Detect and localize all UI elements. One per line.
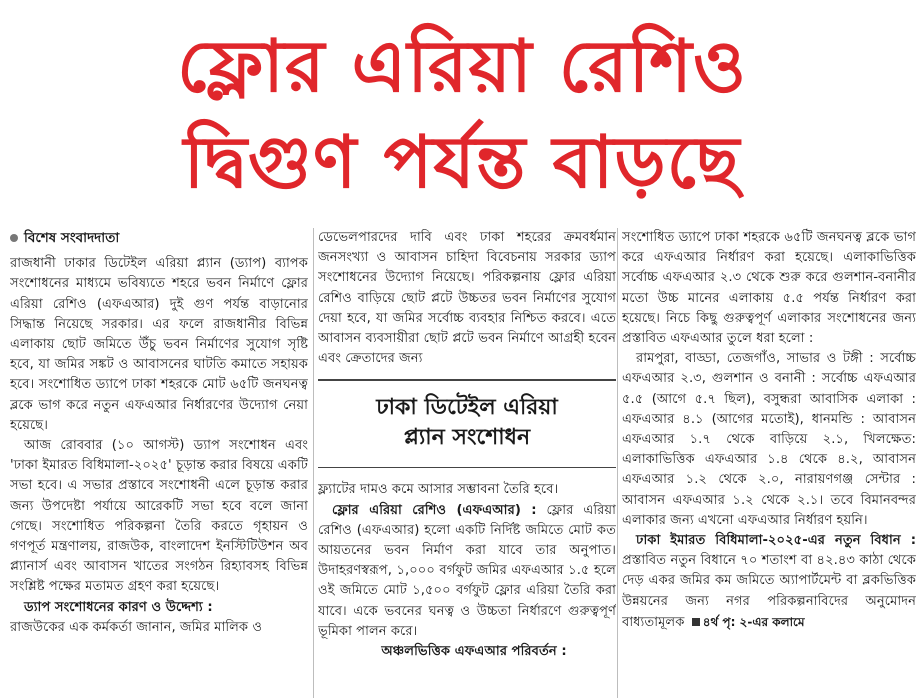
subheading: অঞ্চলভিত্তিক এফএআর পরিবর্তন : xyxy=(381,644,567,660)
paragraph: ডেভেলপারদের দাবি এবং ঢাকা শহরের ক্রমবর্ধমান জনসংখ্যা ও আবাসন চাহিদা বিবেচনায় সরকার ড্যাপ সংশোধনের উদ্যোগ নিয়েছে। পরিকল্পনায় ফ্লোর এরিয়া রেশিও বাড়িয়ে ছোট প্লটে উচ্চতর ভবন নির্মাণের সুযোগ দেয়া হবে, যা জমির সর্বোচ্চ ব্যবহার নিশ্চিত করবে। এতে আবাসন ব্যবসায়ীরা ছোট প্লটে ভবন নির্মাণে আগ্রহী হবেন এবং ক্রেতাদের জন্য xyxy=(318,230,616,367)
paragraph: রাজউকের এক কর্মকর্তা জানান, জমির মালিক ও xyxy=(10,619,263,635)
paragraph xyxy=(318,501,616,642)
box-title-line-1: ঢাকা ডিটেইল এরিয়া xyxy=(376,395,558,421)
continuation-note: ৪র্থ পৃ: ২-এর কলামে xyxy=(689,615,805,629)
inline-subheading: ফ্লোর এরিয়া রেশিও (এফএআর) : xyxy=(332,502,537,518)
paragraph-text: ফ্লোর এরিয়া রেশিও (এফএআর) হলো একটি নির্দিষ্ট জমিতে মোট কত আয়তনের ভবন নির্মাণ করা যাবে তার অনুপাত। উদাহরণস্বরূপ, ১,০০০ বর্গফুট জমির এফএআর ১.৫ হলে ওই জমিতে মোট ১,৫০০ বর্গফুট ফ্লোর এরিয়া তৈরি করা যাবে। একে ভবনের ঘনত্ব ও উচ্চতা নির্ধারণে গুরুত্বপূর্ণ ভূমিকা পালন করে। xyxy=(318,502,616,639)
paragraph: আজ রোববার (১০ আগস্ট) ড্যাপ সংশোধন এবং 'ঢাকা ইমারত বিধিমালা-২০২৫' চূড়ান্ত করার বিষয়ে একটি সভা হবে। এ সভার প্রস্তাবে সংশোধনী এলে চূড়ান্ত করার জন্য উপদেষ্টা পর্যায়ে আরেকটি সভা হবে বলে জানা গেছে। সংশোধিত পরিকল্পনা তৈরি করতে গৃহায়ন ও গণপূর্ত মন্ত্রণালয়, রাজউক, বাংলাদেশ ইনস্টিটিউশন অব প্ল্যানার্স এবং আবাসন খাতের সংগঠন রিহ্যাবসহ বিভিন্ন সংশ্লিষ্ট পক্ষের মতামত গ্রহণ করা হয়েছে। xyxy=(10,438,308,595)
paragraph xyxy=(622,531,916,633)
paragraph: ফ্ল্যাটের দামও কমে আসার সম্ভাবনা তৈরি হবে। xyxy=(318,482,559,498)
column-divider xyxy=(313,228,314,698)
article-column-3 xyxy=(622,228,916,698)
headline-line-2: দ্বিগুণ পর্যন্ত বাড়ছে xyxy=(183,120,741,204)
paragraph: সংশোধিত ড্যাপে ঢাকা শহরকে ৬৫টি জনঘনত্ব ব্লকে ভাগ করে এফএআর নির্ধারণ করা হয়েছে। এলাকাভিত্তিক সর্বোচ্চ এফএআর ২.৩ থেকে শুরু করে গুলশান-বনানীর মতো উচ্চ মানের এলাকায় ৫.৫ পর্যন্ত নির্ধারণ করা হয়েছে। নিচে কিছু গুরুত্বপূর্ণ এলাকার সংশোধনের জন্য প্রস্তাবিত এফএআর তুলে ধরা হলো : xyxy=(622,230,916,347)
paragraph: রাজধানী ঢাকার ডিটেইল এরিয়া প্ল্যান (ড্যাপ) ব্যাপক সংশোধনের মাধ্যমে ভবিষ্যতে শহরে ভবন নির্মাণে ফ্লোর এরিয়া রেশিও (এফএআর) দুই গুণ পর্যন্ত বাড়ানোর সিদ্ধান্ত নিয়েছে সরকার। এর ফলে রাজধানীর বিভিন্ন এলাকায় ছোট জমিতে উঁচু ভবন নির্মাণের সুযোগ সৃষ্টি হবে, যা জমির সঙ্কট ও আবাসনের ঘাটতি কমাতে সহায়ক হবে। সংশোধিত ড্যাপে ঢাকা শহরকে মোট ৬৫টি জনঘনত্ব ব্লকে ভাগ করে নতুন এফএআর নির্ধারণের উদ্যোগ নেয়া হয়েছে। xyxy=(10,256,308,433)
subheading: ড্যাপ সংশোধনের কারণ ও উদ্দেশ্য : xyxy=(24,599,213,615)
byline-text: বিশেষ সংবাদদাতা xyxy=(24,230,120,246)
bullet-icon xyxy=(10,234,18,242)
article-column-1 xyxy=(10,228,308,698)
box-title-line-2: প্ল্যান সংশোধন xyxy=(403,425,531,451)
byline xyxy=(10,228,308,248)
inline-subheading: ঢাকা ইমারত বিধিমালা-২০২৫-এর নতুন বিধান : xyxy=(636,533,916,549)
column-divider xyxy=(617,228,618,698)
article-column-2 xyxy=(318,228,616,698)
section-box xyxy=(318,379,616,468)
headline xyxy=(0,18,924,210)
paragraph: রামপুরা, বাড্ডা, তেজগাঁও, সাভার ও টঙ্গী : সর্বোচ্চ এফএআর ২.৩, গুলশান ও বনানী : সর্বোচ্চ এফএআর ৫.৫ (আগে ৫.৭ ছিল), বসুন্ধরা আবাসিক এলাকা : এফএআর ৪.১ (আগের মতোই), ধানমন্ডি : আবাসন এফএআর ১.৭ থেকে বাড়িয়ে ২.১, খিলক্ষেত: এলাকাভিত্তিক এফএআর ১.৪ থেকে ৪.২, আবাসন এফএআর ১.২ থেকে ২.০, নারায়ণগঞ্জ সেন্টার : আবাসন এফএআর ১.২ থেকে ২.১। তবে বিমানবন্দর এলাকার জন্য এখনো এফএআর নির্ধারণ হয়নি। xyxy=(622,351,916,528)
square-bullet-icon xyxy=(692,618,700,626)
paragraph-text: প্রস্তাবিত নতুন বিধানে ৭০ শতাংশ বা ৪২.৪৩ কাঠা থেকে দেড় একর জমির কম জমিতে অ্যাপার্টমেন্ট বা ব্লকভিত্তিক উন্নয়নের জন্য নগর পরিকল্পনাবিদের অনুমোদন বাধ্যতামূলক xyxy=(622,553,916,630)
headline-line-1: ফ্লোর এরিয়া রেশিও xyxy=(177,24,747,108)
